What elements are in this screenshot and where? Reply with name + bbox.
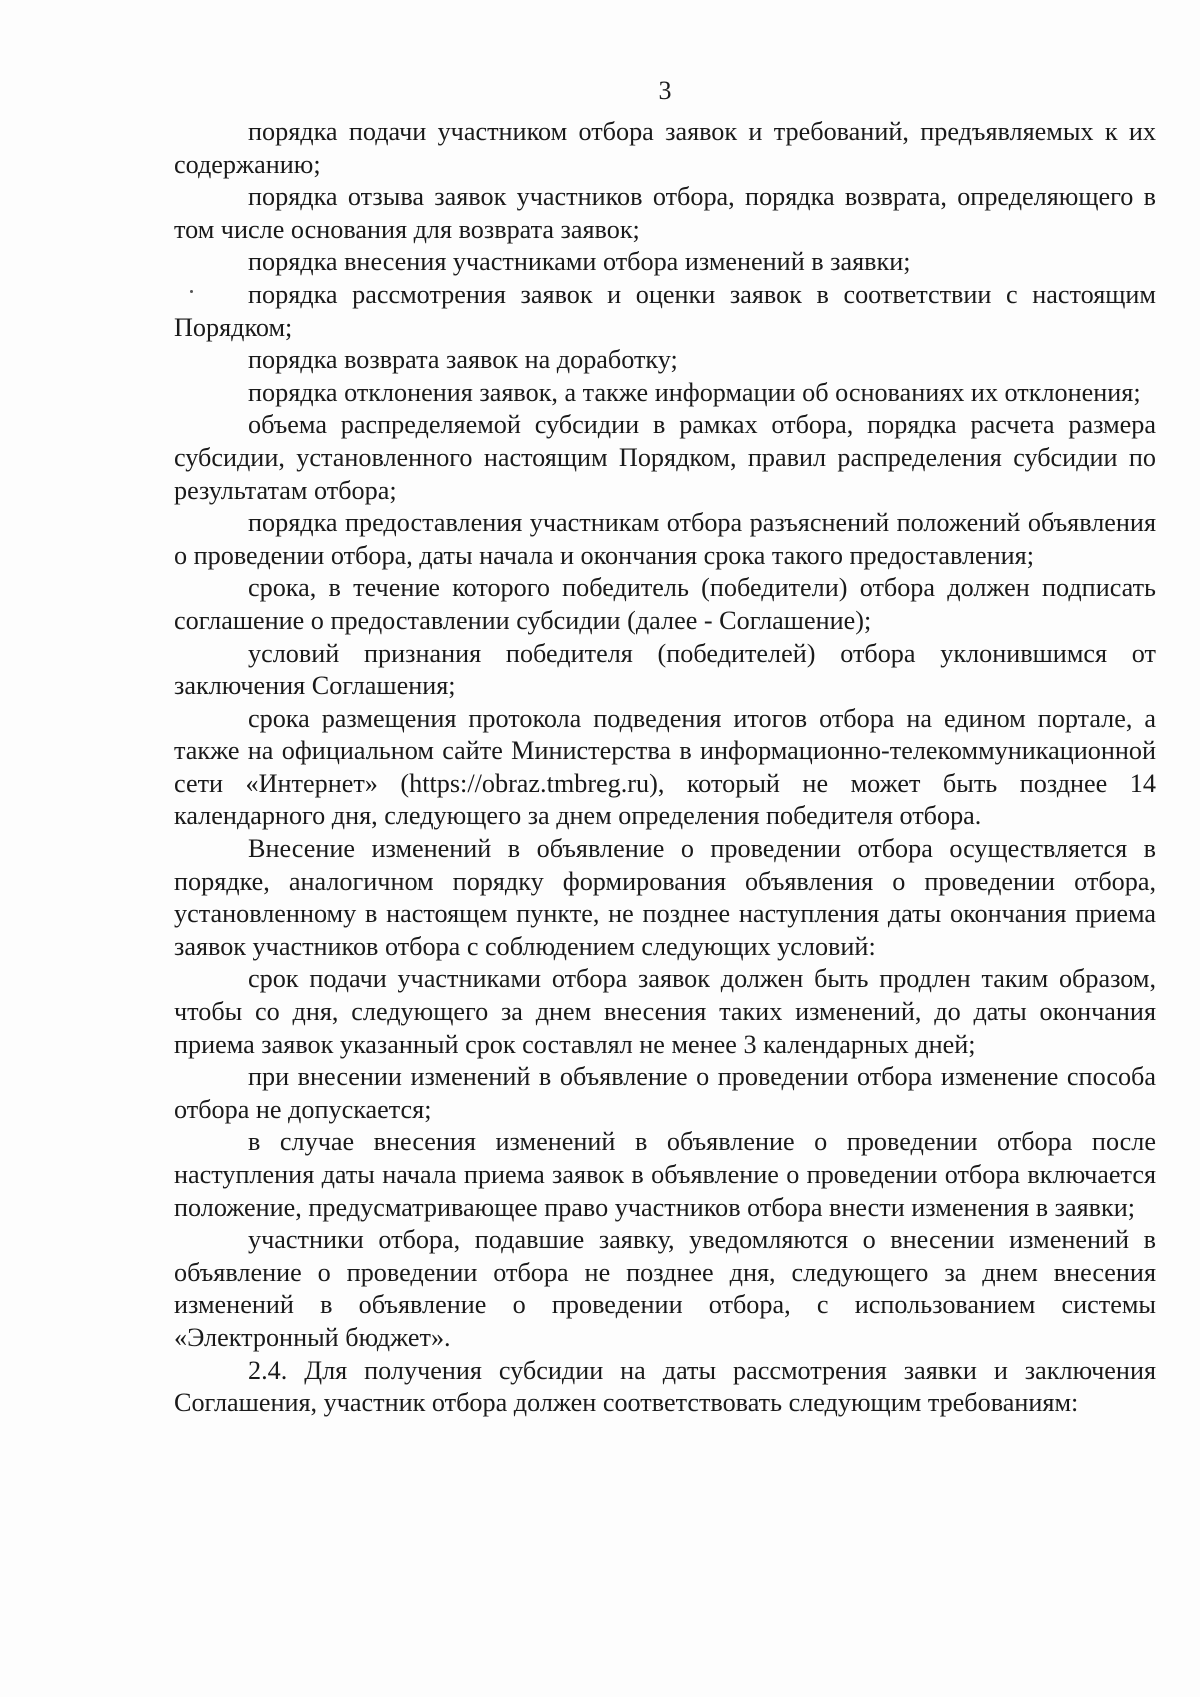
paragraph: порядка предоставления участникам отбора разъяснений положений объявления о проведении отбора, даты начала и окончания срока такого предоставления; [174,508,1156,570]
paragraph: 2.4. Для получения субсидии на даты рассмотрения заявки и заключения Соглашения, участник отбора должен соответствовать следующим требованиям: [174,1355,1156,1418]
paragraph: порядка рассмотрения заявок и оценки заявок в соответствии с настоящим Порядком; [174,279,1156,342]
paragraph: Внесение изменений в объявление о проведении отбора осуществляется в порядке, аналогичном порядку формирования объявления о проведении отбора, установленному в настоящем пункте, не позднее наступления даты окончания приема заявок участников отбора с соблюдением следующих условий: [174,834,1156,961]
paragraph: участники отбора, подавшие заявку, уведомляются о внесении изменений в объявление о проведении отбора не позднее дня, следующего за днем внесения изменений в объявление о проведении отбора, с использованием системы «Электронный бюджет». [174,1225,1156,1352]
paragraph: порядка отзыва заявок участников отбора, порядка возврата, определяющего в том числе основания для возврата заявок; [174,182,1156,244]
paragraph: срок подачи участниками отбора заявок должен быть продлен таким образом, чтобы со дня, следующего за днем внесения таких изменений, до даты окончания приема заявок указанный срок составлял не менее 3 календарных дней; [174,964,1156,1059]
paragraph: порядка возврата заявок на доработку; [248,345,678,375]
paragraph: срока, в течение которого победитель (победители) отбора должен подписать соглашение о предоставлении субсидии (далее - Соглашение); [174,573,1156,635]
paragraph: при внесении изменений в объявление о проведении отбора изменение способа отбора не допускается; [174,1062,1156,1124]
document-body [174,116,1156,1420]
paragraph: в случае внесения изменений в объявление о проведении отбора после наступления даты начала приема заявок в объявление о проведении отбора включается положение, предусматривающее право участников отбора внести изменения в заявки; [174,1127,1156,1222]
paragraph: объема распределяемой субсидии в рамках отбора, порядка расчета размера субсидии, установленного настоящим Порядком, правил распределения субсидии по результатам отбора; [174,410,1156,505]
page-number: 3 [658,76,672,105]
paragraph: порядка внесения участниками отбора изменений в заявки; [248,247,911,277]
paragraph: срока размещения протокола подведения итогов отбора на едином портале, а также на официальном сайте Министерства в информационно-телекоммуникационной сети «Интернет» (https://obraz.tmbreg.ru), который не может быть позднее 14 календарного дня, следующего за днем определения победителя отбора. [174,703,1156,831]
paragraph: порядка подачи участником отбора заявок и требований, предъявляемых к их содержанию; [174,117,1156,179]
paragraph: условий признания победителя (победителей) отбора уклонившимся от заключения Соглашения; [174,638,1156,701]
paragraph: порядка отклонения заявок, а также информации об основаниях их отклонения; [248,377,1141,407]
